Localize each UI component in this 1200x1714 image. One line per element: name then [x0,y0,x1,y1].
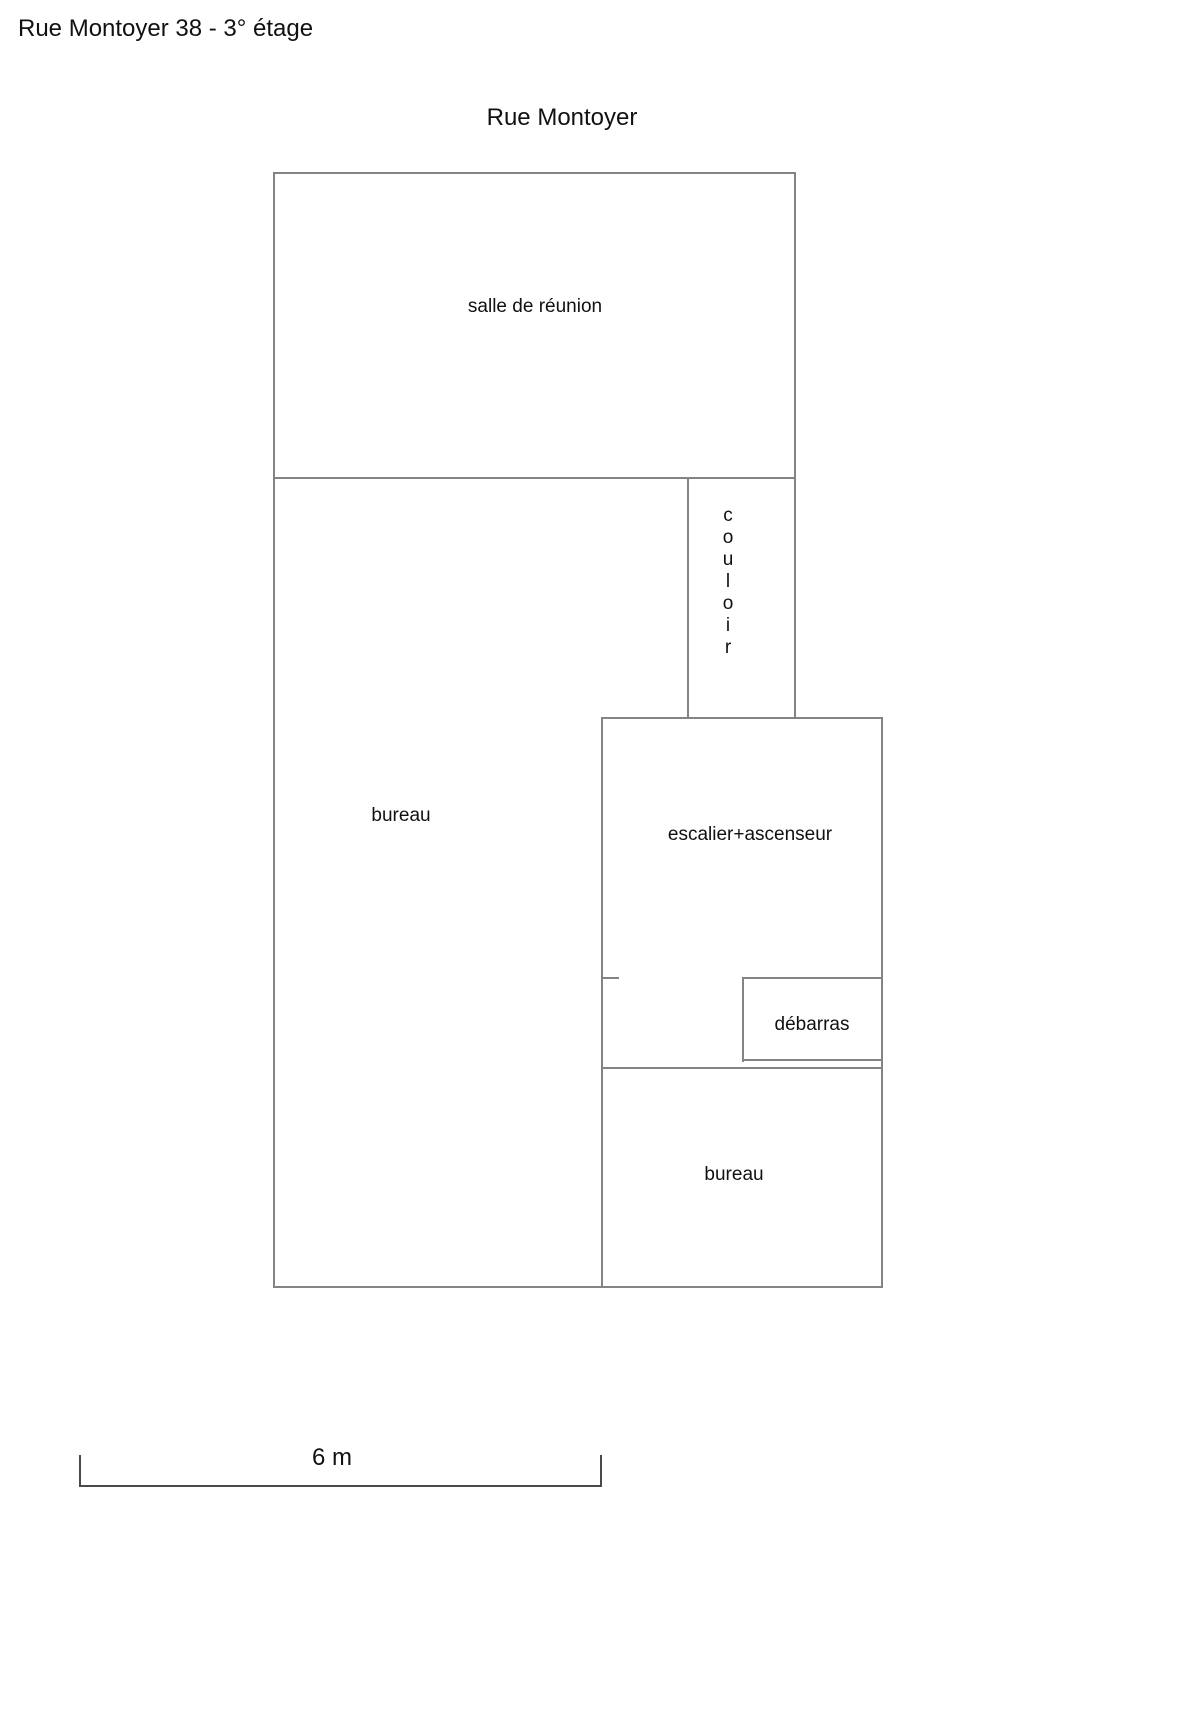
wall-bureau-bottom-top [601,1067,883,1069]
couloir-letter: c [723,505,733,526]
wall-debarras-top [742,977,883,979]
wall-salle-bottom [273,477,796,479]
scale-bar-label: 6 m [311,1444,353,1471]
couloir-letter: o [722,593,734,614]
couloir-letter: l [725,571,731,592]
room-label-escalier-ascenseur: escalier+ascenseur [667,824,833,845]
wall-debarras-left [742,977,744,1062]
scale-bar-line [79,1485,602,1487]
couloir-letter: i [725,615,731,636]
wall-outer-right [881,717,883,1288]
couloir-letter: r [724,637,732,658]
wall-salle-top [273,172,796,174]
room-label-couloir [723,505,734,659]
room-label-bureau-bottom: bureau [704,1164,764,1185]
wall-outer-bottom [273,1286,883,1288]
wall-lower-left [601,717,603,1288]
street-label: Rue Montoyer [486,104,638,131]
wall-salle-right [794,172,796,719]
scale-bar-tick-left [79,1455,81,1487]
wall-couloir-left [687,477,689,719]
room-label-bureau-left: bureau [371,805,431,826]
wall-outer-left [273,172,275,1288]
room-label-debarras: débarras [774,1014,850,1035]
couloir-letter: o [722,527,734,548]
scale-bar-tick-right [600,1455,602,1487]
couloir-letter: u [722,549,734,570]
room-label-salle-de-reunion: salle de réunion [467,296,603,317]
wall-escalier-top [601,717,883,719]
wall-debarras-bottom [742,1059,883,1061]
page-title: Rue Montoyer 38 - 3° étage [18,15,314,42]
wall-escalier-bottom-stub [601,977,619,979]
